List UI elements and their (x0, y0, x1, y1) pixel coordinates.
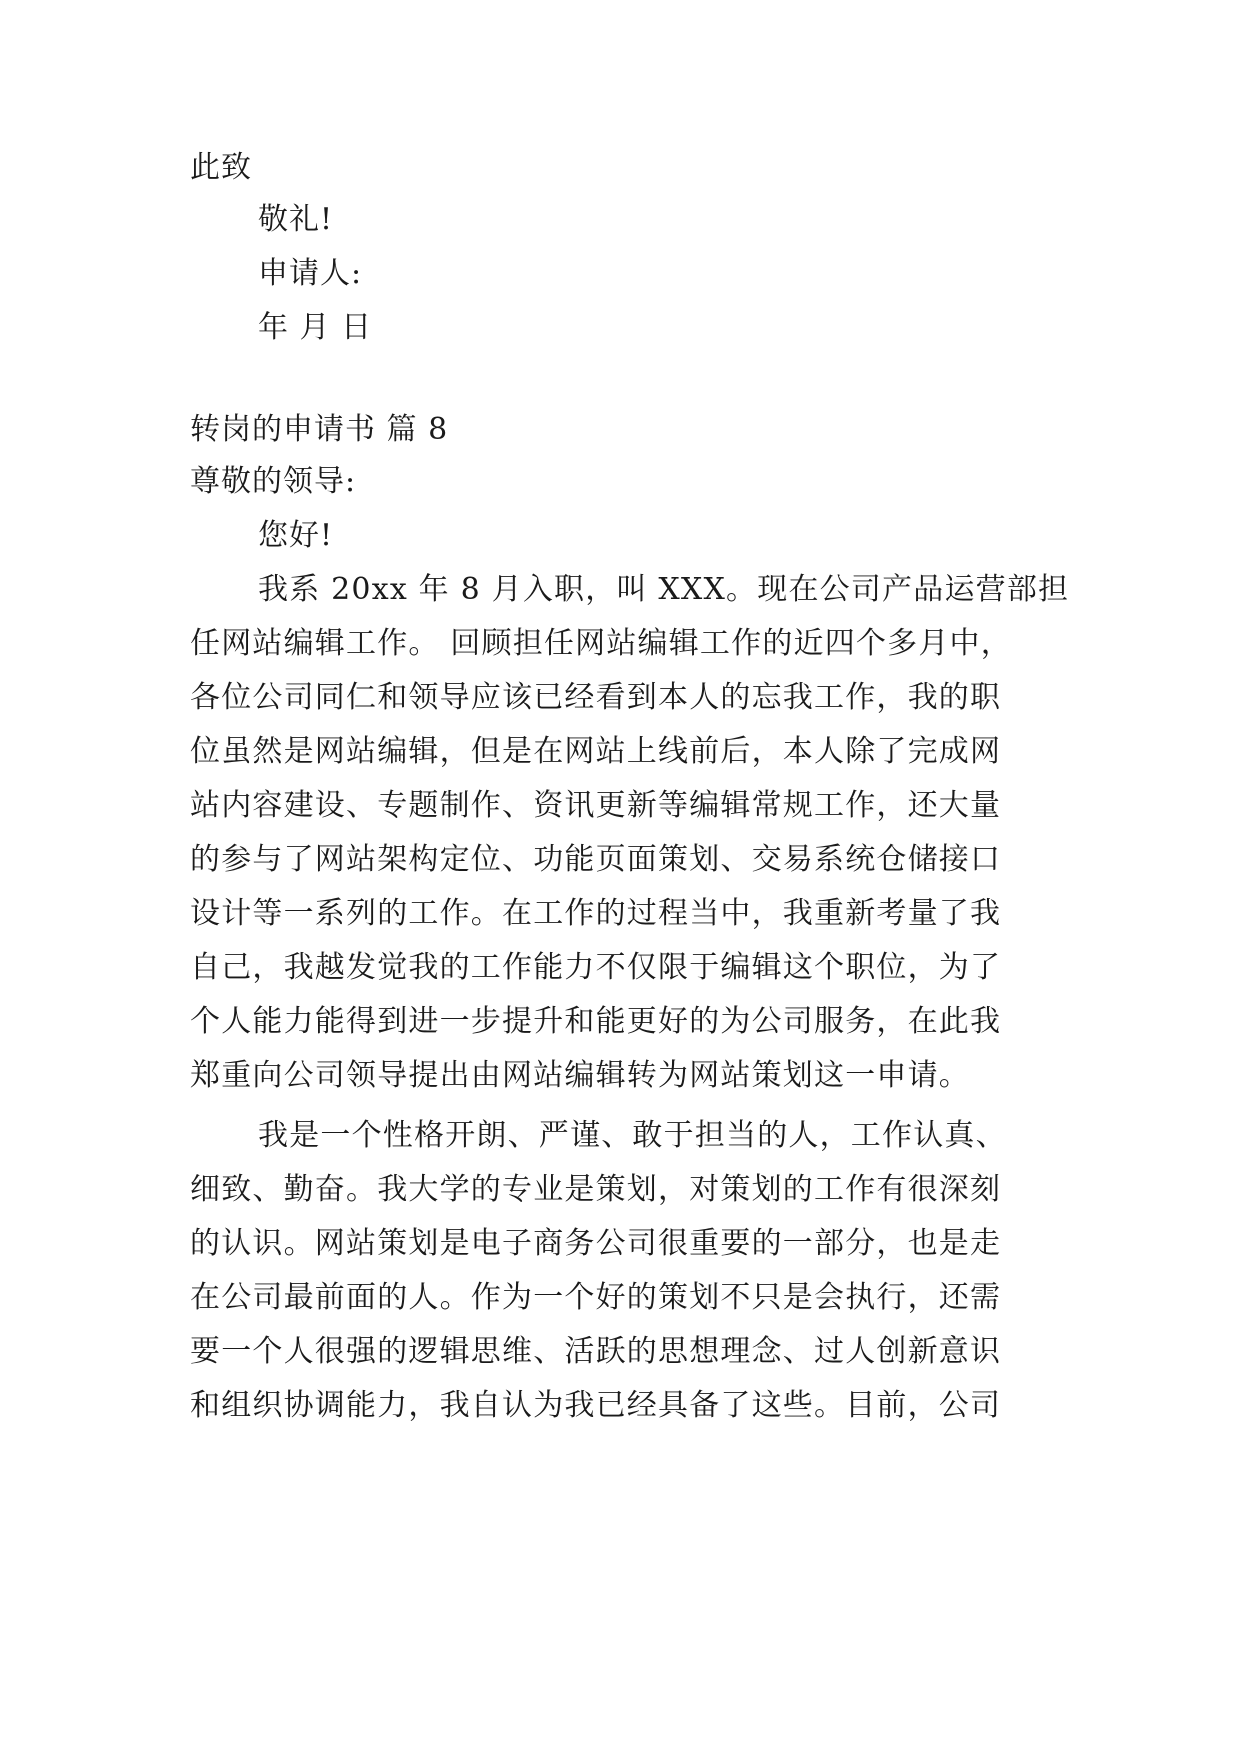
paragraph2-line: 的认识。网站策划是电子商务公司很重要的一部分，也是走 (190, 1226, 1002, 1261)
paragraph1-line: 我系 20xx 年 8 月入职，叫 XXX。现在公司产品运营部担 (258, 572, 1070, 607)
closing-jing-li: 敬礼! (258, 202, 334, 237)
paragraph2-line: 要一个人很强的逻辑思维、活跃的思想理念、过人创新意识 (190, 1334, 1002, 1369)
section-title: 转岗的申请书 篇 8 (190, 412, 449, 447)
paragraph2-line: 我是一个性格开朗、严谨、敢于担当的人，工作认真、 (258, 1118, 1007, 1153)
closing-ci-zhi: 此致 (190, 150, 252, 185)
salutation: 尊敬的领导: (190, 464, 357, 499)
paragraph1-line: 位虽然是网站编辑，但是在网站上线前后，本人除了完成网 (190, 734, 1002, 769)
paragraph1-line: 自己，我越发觉我的工作能力不仅限于编辑这个职位，为了 (190, 950, 1002, 985)
closing-applicant: 申请人: (258, 256, 363, 291)
paragraph1-line: 任网站编辑工作。 回顾担任网站编辑工作的近四个多月中， (190, 626, 1012, 661)
paragraph1-line: 设计等一系列的工作。在工作的过程当中，我重新考量了我 (190, 896, 1002, 931)
paragraph2-line: 在公司最前面的人。作为一个好的策划不只是会执行，还需 (190, 1280, 1002, 1315)
closing-date: 年 月 日 (258, 310, 373, 345)
greeting: 您好! (258, 518, 334, 553)
paragraph1-line: 的参与了网站架构定位、功能页面策划、交易系统仓储接口 (190, 842, 1002, 877)
paragraph1-line: 个人能力能得到进一步提升和能更好的为公司服务，在此我 (190, 1004, 1002, 1039)
paragraph2-line: 和组织协调能力，我自认为我已经具备了这些。目前，公司 (190, 1388, 1002, 1423)
paragraph1-line: 郑重向公司领导提出由网站编辑转为网站策划这一申请。 (190, 1058, 970, 1093)
paragraph1-line: 各位公司同仁和领导应该已经看到本人的忘我工作，我的职 (190, 680, 1002, 715)
paragraph2-line: 细致、勤奋。我大学的专业是策划，对策划的工作有很深刻 (190, 1172, 1002, 1207)
paragraph1-line: 站内容建设、专题制作、资讯更新等编辑常规工作，还大量 (190, 788, 1002, 823)
